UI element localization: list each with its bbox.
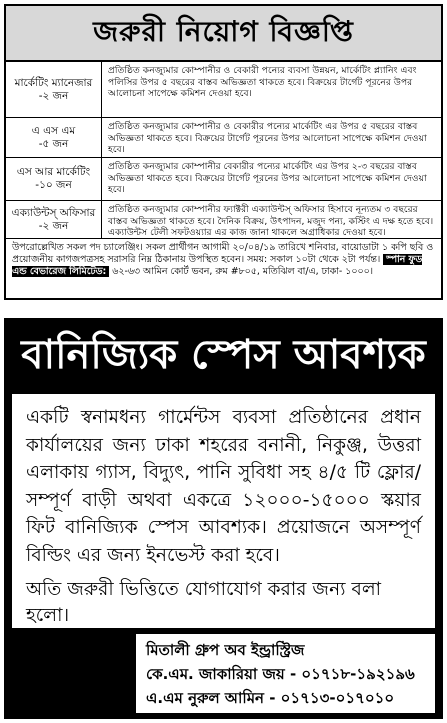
position-count: -২ জন — [38, 219, 69, 232]
instructions-text: উপরোল্লেখিত সকল পদ চ্যালেঞ্জিং। সকল প্রার্থীগন আগামী ২০/০৪/১৯ তারিখে শনিবার, বায়োডাটা ১ কপি ছবি ও প্রয়োজনীয় কাগজপত্রসহ সরাসরি নিম্ন ঠিকানায় উপস্থিত হবেন। — [12, 242, 434, 266]
position-count: -৫ জন — [38, 137, 69, 150]
position-description: প্রতিষ্ঠিত কনজ্যুমার কোম্পানীর ফ্যাক্টরী এক্যাউন্টস্ অফিসার হিসাবে নূন্যতম ৩ বছরের বাস্তব অভিজ্ঞতা থাকতে হবে। দৈনিক বিক্রয়, উৎপাদন, মজুদ পন্য, কস্টিং এ দক্ষ হতে হবে। এক্যাউন্টস টেলী সফটওয়্যার এর কাজ জানা থাকলে অগ্রাধিকার দেওয়া হবে। — [108, 204, 434, 239]
position-title: এক্যাউন্টস্ অফিসার — [11, 206, 96, 219]
commercial-space-ad — [4, 318, 443, 719]
position-row — [6, 62, 441, 118]
recruitment-ad — [4, 4, 443, 300]
urgent-note: অতি জরুরী ভিত্তিতে যোগাযোগ করার জন্য বলা হলো। — [26, 579, 382, 626]
position-cell — [6, 118, 102, 157]
position-title: এ এস এম — [31, 124, 76, 137]
contact-box — [136, 634, 435, 713]
recruitment-title: জরুরী নিয়োগ বিজ্ঞপ্তি — [6, 6, 441, 62]
position-cell — [6, 158, 102, 200]
position-row — [6, 158, 441, 201]
position-description: প্রতিষ্ঠিত কনজ্যুমার কোম্পানীর ও বেকারীর পন্যের মার্কেটিং এর উপর ৫ বছরের বাস্তব অভিজ্ঞতা থাকতে হবে। বিক্রয়ের টার্গেট পূরনের উপর আলোচনা সাপেক্ষে কমিশন দেওয়া হবে। — [108, 121, 427, 156]
office-time: সময়: সকাল ১০টা থেকে ২টা পর্যন্ত। — [247, 254, 381, 266]
position-description: প্রতিষ্ঠিত কনজ্যুমার কোম্পানীর ও বেকারী পন্যের ব্যবসা উন্নয়ন, মার্কেটিং প্ল্যানিং এবং পলিসির উপর ৫ বছরের বাস্তব অভিজ্ঞতা থাকতে হবে। বিক্রয়ের টার্গেট পূরনের উপর আলোচনা সাপেক্ষে কমিশন দেওয়া হবে। — [108, 65, 417, 100]
contact-line: এ.এম নুরুল আমিন - ০১৭১৩-০১৭০১০ — [146, 688, 395, 707]
commercial-space-body: একটি স্বনামধন্য গার্মেন্টস ব্যবসা প্রতিষ্ঠানের প্রধান কার্যালয়ের জন্য ঢাকা শহরের বনানী, নিকুঞ্জ, উত্তরা এলাকায় গ্যাস, বিদ্যুৎ, পানি সুবিধা সহ ৪/৫ টি ফ্লোর/সম্পূর্ণ বাড়ী অথবা একত্রে ১২০০০-১৫০০০ স্কয়ার ফিট বানিজ্যিক স্পেস আবশ্যক। প্রয়োজনে অসম্পূর্ণ বিল্ডিং এর জন্য ইনভেস্ট করা হবে। — [26, 407, 421, 566]
position-cell — [6, 201, 102, 238]
company-address: ৬২-৬৩ আমিন কোর্ট ভবন, রুম #৮০৫, মতিঝিল বা/এ, ঢাকা- ১০০০। — [112, 266, 374, 278]
contact-company: মিতালী গ্রুপ অব ইন্ড্রাস্ট্রিজ — [146, 640, 305, 659]
contact-line: কে.এম. জাকারিয়া জয় - ০১৭১৮-১৯২১৯৬ — [146, 664, 415, 683]
position-row — [6, 201, 441, 239]
application-instructions — [6, 239, 441, 282]
commercial-space-title: বানিজ্যিক স্পেস আবশ্যক — [21, 331, 426, 378]
position-cell — [6, 62, 102, 117]
company-name: স্পান ফুড এন্ড বেভারেজ লিমিটেড: — [12, 254, 423, 278]
position-row — [6, 118, 441, 158]
position-count: -২ জন — [38, 89, 69, 102]
position-description: প্রতিষ্ঠিত কনজ্যুমার কোম্পানীর বেকারীর পন্যের মার্কেটিং এর উপর ২-৩ বছরের বাস্তব অভিজ্ঞতা থাকতে হবে। বিক্রয়ের টার্গেট পূরনের উপর আলোচনা সাপেক্ষে কমিশন দেওয়া হবে। — [108, 161, 427, 196]
position-title: এস আর মার্কেটিং — [16, 166, 91, 178]
position-count: -১০ জন — [35, 179, 72, 191]
commercial-space-body-box — [12, 394, 435, 628]
position-title: মার্কেটিং ম্যানেজার — [14, 76, 93, 89]
